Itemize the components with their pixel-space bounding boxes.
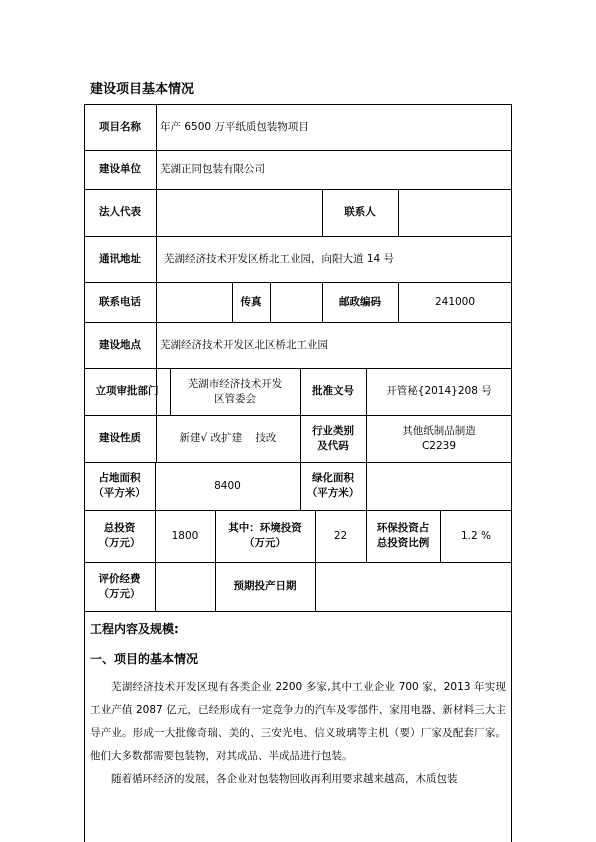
- unit-value: 芜湖正同包装有限公司: [160, 163, 265, 175]
- land-area-value: 8400: [214, 479, 241, 492]
- fax-value: [270, 282, 322, 322]
- production-date-value: [315, 562, 512, 611]
- phone-label: 联系电话: [99, 295, 141, 308]
- unit-label: 建设单位: [99, 163, 141, 175]
- row-divider: [84, 611, 512, 612]
- approval-dept-label: 立项审批部门: [95, 385, 159, 397]
- paragraph-1: 芜湖经济技术开发区现有各类企业 2200 多家,其中工业企业 700 家，2013 年实现工业产值 2087 亿元，已经形成有一定竞争力的汽车及零部件、家用电器、新材料三大主导产业。形成一大批像奇瑞、美的、三安光电、信义玻璃等主机（要）厂家及配套厂家。他们大多数都需要包装物，对其成品、半成品进行包装。: [90, 681, 506, 762]
- industry-label: 行业类别 及代码: [312, 424, 354, 452]
- project-name-label: 项目名称: [99, 120, 141, 133]
- eval-fee-value: [155, 562, 215, 611]
- address-label: 通讯地址: [99, 252, 141, 265]
- site-value: 芜湖经济技术开发区北区桥北工业园: [160, 338, 328, 351]
- paragraph-2: 随着循环经济的发展，各企业对包装物回收再利用要求越来越高，木质包装: [111, 773, 458, 785]
- total-invest-value: 1800: [171, 529, 199, 542]
- phone-value: [156, 282, 232, 322]
- nature-label: 建设性质: [99, 432, 141, 444]
- total-invest-label: 总投资 （万元）: [98, 522, 141, 549]
- address-value: 芜湖经济技术开发区桥北工业园，向阳大道 14 号: [164, 252, 395, 265]
- site-label: 建设地点: [99, 338, 141, 351]
- industry-value: 其他纸制品制造 C2239: [402, 424, 476, 452]
- section-1-heading: 一、项目的基本情况: [90, 652, 199, 666]
- zip-label: 邮政编码: [339, 295, 381, 308]
- contact-value: [398, 189, 512, 236]
- approval-dept-value: 芜湖市经济技术开发 区管委会: [187, 377, 283, 405]
- legal-rep-label: 法人代表: [99, 206, 141, 218]
- eval-fee-label: 评价经费 （万元）: [98, 572, 141, 600]
- land-area-label: 占地面积 （平方米）: [93, 472, 146, 499]
- green-area-value: [366, 462, 512, 510]
- env-invest-label: 其中：环境投资 （万元）: [228, 522, 302, 549]
- green-area-label: 绿化面积 （平方米）: [306, 472, 360, 499]
- fax-label: 传真: [240, 295, 262, 308]
- env-ratio-value: 1.2 %: [460, 529, 491, 542]
- production-date-label: 预期投产日期: [233, 580, 297, 592]
- zip-value: 241000: [434, 295, 476, 308]
- env-invest-value: 22: [333, 529, 348, 542]
- project-name-value: 年产 6500 万平纸质包装物项目: [160, 120, 309, 133]
- approval-doc-value: 开管秘{2014}208 号: [386, 385, 492, 397]
- page-title: 建设项目基本情况: [90, 82, 195, 97]
- scope-heading: 工程内容及规模:: [90, 622, 179, 636]
- approval-doc-label: 批准文号: [312, 385, 354, 397]
- legal-rep-value: [156, 189, 322, 236]
- env-ratio-label: 环保投资占 总投资比例: [376, 522, 430, 549]
- contact-label: 联系人: [344, 206, 376, 218]
- nature-value: 新建√ 改扩建 技改: [179, 432, 277, 444]
